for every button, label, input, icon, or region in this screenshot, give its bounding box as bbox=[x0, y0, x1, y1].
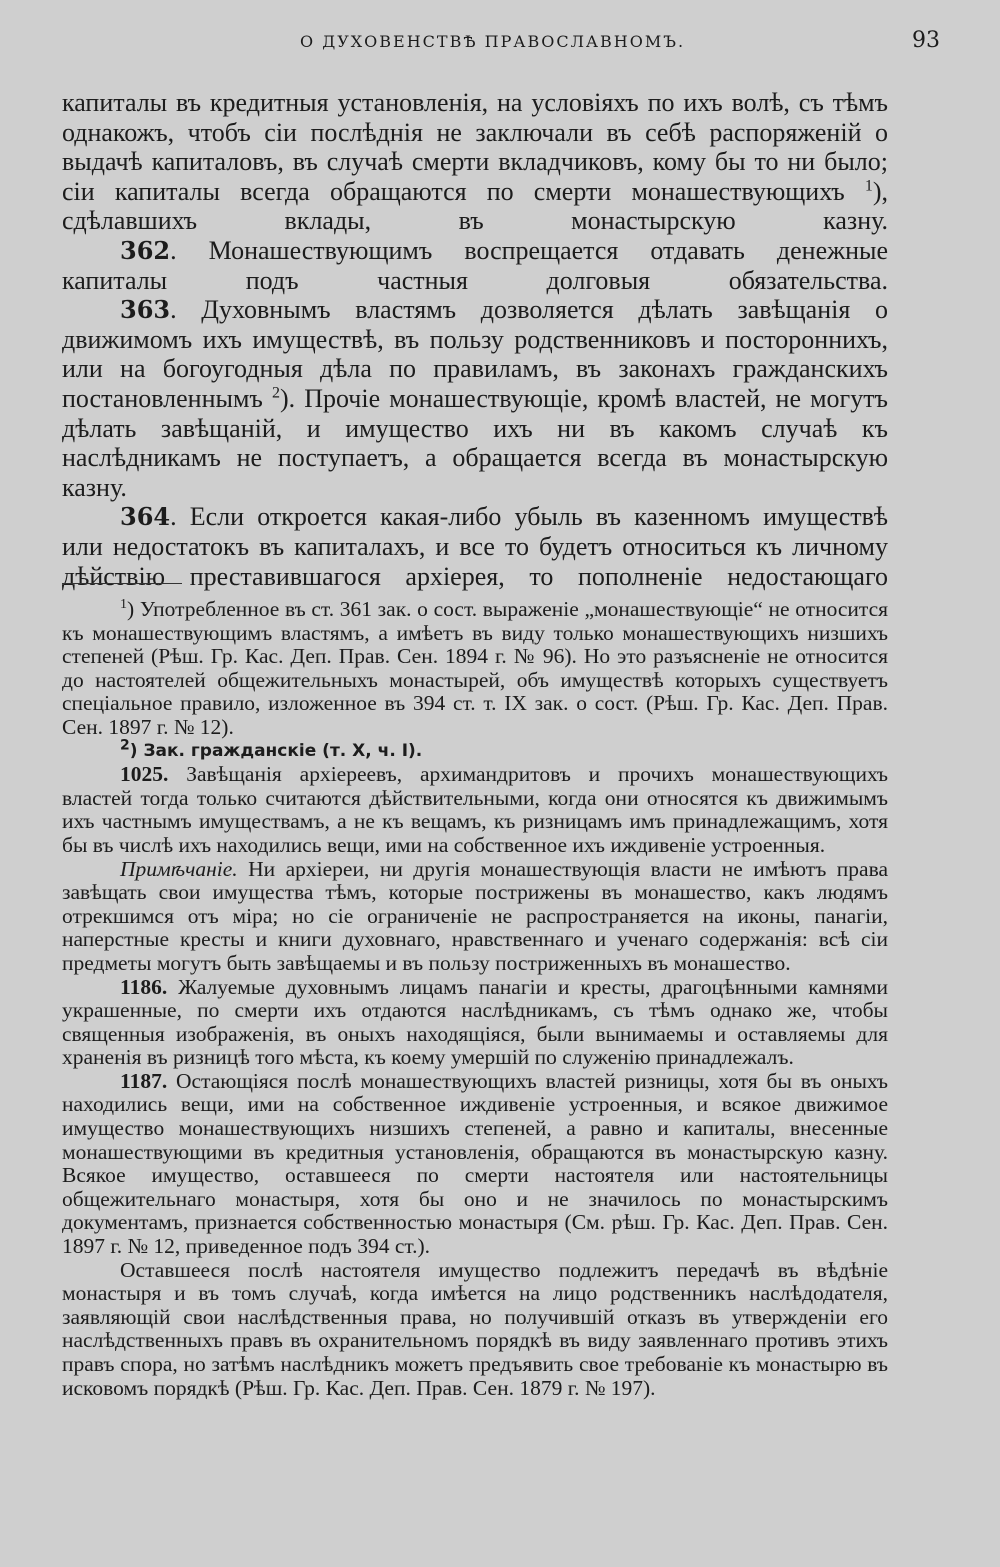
article-362 bbox=[62, 236, 888, 295]
footnote-1 bbox=[62, 598, 888, 740]
quoted-article-1025 bbox=[62, 763, 888, 857]
footnote-marker: 2 bbox=[120, 736, 130, 753]
remark-label: Примѣчаніе. bbox=[120, 856, 238, 881]
article-363 bbox=[62, 295, 888, 502]
article-364 bbox=[62, 502, 888, 591]
article-text: . Духовнымъ властямъ дозволяется дѣлать завѣщанія о движимомъ ихъ имуществѣ, въ пользу родственниковъ и постороннихъ, или на богоугодныя дѣла по правиламъ, въ законахъ гражданскихъ постановленнымъ bbox=[62, 295, 888, 413]
footnote-divider bbox=[62, 583, 182, 584]
final-paragraph: Оставшееся послѣ настоятеля имущество подлежитъ передачѣ въ вѣдѣніе монастыря и въ томъ случаѣ, когда имѣется на лицо родственникъ наслѣдодателя, заявляющій свои наслѣдственныя права, но получившій отказъ въ утвержденіи его наслѣдственныхъ правъ въ охранительномъ порядкѣ въ виду заявленнаго противъ этихъ правъ спора, но затѣмъ наслѣдникъ можетъ предъявить свое требованіе къ монастырю въ исковомъ порядкѣ (Рѣш. Гр. Кас. Деп. Прав. Сен. 1879 г. № 197). bbox=[62, 1257, 888, 1400]
footnote-text: ) Употребленное въ ст. 361 зак. о сост. выраженіе „монашествующіе“ не относится къ монашествующимъ властямъ, а имѣетъ въ виду только монашествующихъ низшихъ степеней (Рѣш. Гр. Кас. Деп. Прав. Сен. 1894 г. № 96). Но это разъясненіе не относится до настоятелей общежительныхъ монастырей, объ имуществѣ которыхъ существуетъ спеціальное правило, изложенное въ 394 ст. т. IX зак. о сост. (Рѣш. Гр. Кас. Деп. Прав. Сен. 1897 г. № 12). bbox=[62, 597, 888, 739]
footnote-text: ) Зак. гражданскіе (т. X, ч. I). bbox=[129, 740, 423, 761]
footnote-ref: 1 bbox=[864, 177, 873, 195]
quoted-article-1187 bbox=[62, 1070, 888, 1259]
remark bbox=[62, 858, 888, 976]
article-text: ). Прочіе монашествующіе, кромѣ властей, не могутъ дѣлать завѣщаній, и имущество ихъ ни въ какомъ случаѣ къ наслѣдникамъ не поступаетъ, а обращается всегда въ монастырскую казну. bbox=[62, 383, 889, 502]
continued-paragraph bbox=[62, 88, 888, 236]
footnote-ref: 2 bbox=[271, 384, 280, 402]
quoted-article-number: 1025. bbox=[120, 762, 169, 787]
article-text: . Если откроется какая-либо убыль въ казенномъ имуществѣ или недостатокъ въ капиталахъ, и все то будетъ относиться къ личному дѣйствію преставившагося архіерея, то пополненіе недостающаго bbox=[62, 502, 888, 591]
continued-tail: ), сдѣлавшихъ вклады, въ монастырскую казну. bbox=[62, 176, 889, 236]
page-header bbox=[60, 28, 940, 58]
footnote-marker: 1 bbox=[120, 596, 127, 612]
quoted-article-number: 1186. bbox=[120, 974, 168, 999]
continued-text: капиталы въ кредитныя установленія, на условіяхъ по ихъ волѣ, съ тѣмъ однакожъ, чтобъ сіи послѣднія не заключали въ себѣ распоряженій о выдачѣ капиталовъ, въ случаѣ смерти вкладчиковъ, кому бы то ни было; сіи капиталы всегда обращаются по смерти монашествующихъ bbox=[62, 88, 888, 206]
main-text bbox=[62, 88, 888, 591]
article-number: 362 bbox=[120, 235, 171, 265]
quoted-article-number: 1187. bbox=[120, 1068, 168, 1093]
quoted-article-text: Жалуемые духовнымъ лицамъ панагіи и кресты, драгоцѣнными камнями украшенные, по смерти ихъ отдаются наслѣдникамъ, съ тѣмъ однако же, чтобы священныя изображенія, въ оныхъ находящіяся, были вынимаемы и оставляемы для храненія въ ризницѣ того мѣста, къ коему умершій по служенію принадлежалъ. bbox=[62, 974, 888, 1070]
page-number: 93 bbox=[912, 28, 940, 53]
remark-text: Ни архіереи, ни другія монашествующія власти не имѣютъ права завѣщать свои имущества тѣмъ, которые пострижены въ монашество, какъ людямъ отрекшимся отъ міра; но сіе ограниченіе не распространяется на иконы, панагіи, наперстные кресты и книги духовнаго, нравственнаго и ученаго содержанія: всѣ сіи предметы могутъ быть завѣщаемы и въ пользу постриженныхъ въ монашество. bbox=[62, 856, 888, 975]
footnotes bbox=[62, 598, 888, 1400]
footnote-2 bbox=[62, 736, 888, 764]
article-text: . Монашествующимъ воспрещается отдавать денежные капиталы подъ частныя долговыя обязательства. bbox=[62, 235, 888, 295]
article-number: 363 bbox=[120, 295, 171, 325]
quoted-article-text: Завѣщанія архіереевъ, архимандритовъ и прочихъ монашествующихъ властей тогда только считаются дѣйствительными, когда они относятся къ движимымъ ихъ частнымъ имуществамъ, а не къ вещамъ, къ ризницамъ имъ принадлежащимъ, хотя бы въ числѣ ихъ находились вещи, ими на собственное ихъ иждивеніе устроенныя. bbox=[62, 762, 888, 857]
quoted-article-1186 bbox=[62, 976, 888, 1070]
article-number: 364 bbox=[120, 502, 171, 532]
running-title: О ДУХОВЕНСТВѢ ПРАВОСЛАВНОМЪ. bbox=[300, 32, 686, 51]
quoted-article-text: Остающіяся послѣ монашествующихъ властей ризницы, хотя бы въ оныхъ находились вещи, ими на собственное иждивеніе устроенныя, и всякое движимое имущество монашествующихъ низшихъ степеней, а равно и капиталы, внесенные монашествующими въ кредитныя установленія, обращаются въ монастырскую казну. Всякое имущество, оставшееся по смерти настоятеля или настоятельницы общежительнаго монастыря, хотя бы оно и не значилось по монастырскимъ документамъ, признается собственностью монастыря (См. рѣш. Гр. Кас. Деп. Прав. Сен. 1897 г. № 12, приведенное подъ 394 ст.). bbox=[62, 1068, 888, 1259]
